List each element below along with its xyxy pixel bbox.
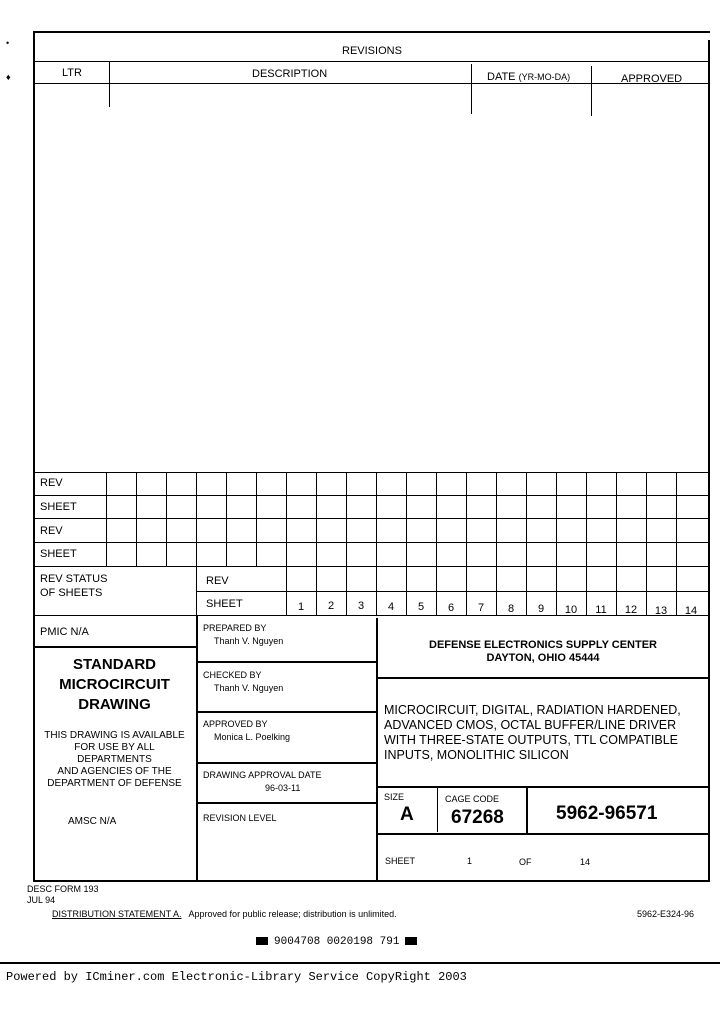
grid-row-rev: REV <box>40 477 63 489</box>
sheet-label: SHEET <box>206 598 243 610</box>
sheet-number: 1 <box>297 601 305 613</box>
footer-rule <box>0 962 720 964</box>
sheet-number: 12 <box>624 604 638 616</box>
sheet-number: 5 <box>417 601 425 613</box>
scan-mark: • <box>6 38 10 48</box>
sheet-number: 6 <box>447 602 455 614</box>
pmic-label: PMIC N/A <box>40 626 89 638</box>
barcode-line: 9004708 0020198 791 <box>256 935 417 948</box>
approved-label: APPROVED BY <box>203 719 268 729</box>
checked-label: CHECKED BY <box>203 670 262 680</box>
of-value: 14 <box>580 857 591 867</box>
doc-code: 5962-E324-96 <box>637 909 695 919</box>
sheet-number: 8 <box>507 603 515 615</box>
sheet-number: 10 <box>564 604 578 616</box>
approval-date-label: DRAWING APPROVAL DATE <box>203 770 322 780</box>
cage-code-value: 67268 <box>451 807 504 828</box>
powered-by: Powered by ICminer.com Electronic-Library Service CopyRight 2003 <box>6 970 467 984</box>
standard-drawing-title: STANDARD MICROCIRCUIT DRAWING <box>59 656 170 713</box>
agency-name: DEFENSE ELECTRONICS SUPPLY CENTER DAYTON, OHIO 45444 <box>429 639 657 664</box>
grid-row-rev: REV <box>40 525 63 537</box>
sheet-number: 13 <box>654 605 668 617</box>
sheet-number: 11 <box>595 604 607 616</box>
sheet-number: 9 <box>537 603 545 615</box>
barcode-block-icon <box>405 937 417 945</box>
approved-name: Monica L. Poelking <box>214 732 291 742</box>
divider <box>196 615 198 881</box>
barcode-block-icon <box>256 937 268 945</box>
approval-date: 96-03-11 <box>265 783 301 793</box>
cage-code-label: CAGE CODE <box>445 794 500 804</box>
availability-note: THIS DRAWING IS AVAILABLE FOR USE BY ALL DEPARTMENTS AND AGENCIES OF THE DEPARTMENT OF DEFENSE <box>44 730 185 789</box>
revision-level-label: REVISION LEVEL <box>203 813 277 823</box>
rev-status-label: REV STATUS OF SHEETS <box>40 573 108 599</box>
distribution-statement: DISTRIBUTION STATEMENT A. Approved for public release; distribution is unlimited. <box>52 909 397 919</box>
sheet-number: 2 <box>327 600 335 612</box>
drawing-title: MICROCIRCUIT, DIGITAL, RADIATION HARDENED, ADVANCED CMOS, OCTAL BUFFER/LINE DRIVER WITH THREE-STATE OUTPUTS, TTL COMPATIBLE INPUTS, MONOLITHIC SILICON <box>384 703 681 762</box>
form-number: DESC FORM 193 JUL 94 <box>27 884 99 905</box>
prepared-name: Thanh V. Nguyen <box>214 636 284 646</box>
sheet-number: 3 <box>357 600 365 612</box>
rev-label: REV <box>206 575 229 587</box>
prepared-label: PREPARED BY <box>203 623 267 633</box>
drawing-number: 5962-96571 <box>556 803 658 824</box>
amsc-label: AMSC N/A <box>68 816 117 827</box>
sheet-number: 4 <box>387 601 395 613</box>
col-date: DATE (YR-MO-DA) <box>487 71 571 83</box>
size-value: A <box>400 804 414 825</box>
col-approved: APPROVED <box>621 73 683 85</box>
grid-row-sheet: SHEET <box>40 501 77 513</box>
col-ltr: LTR <box>62 67 82 79</box>
sheet-label: SHEET <box>385 856 416 866</box>
size-label: SIZE <box>384 792 405 802</box>
grid-row-sheet: SHEET <box>40 548 77 560</box>
sheet-number: 7 <box>477 602 485 614</box>
col-description: DESCRIPTION <box>252 68 328 80</box>
scan-mark: ♦ <box>6 72 11 82</box>
of-label: OF <box>519 857 532 867</box>
sheet-value: 1 <box>467 856 473 866</box>
checked-name: Thanh V. Nguyen <box>214 683 284 693</box>
sheet-number: 14 <box>684 605 698 617</box>
revisions-title: REVISIONS <box>342 45 402 57</box>
